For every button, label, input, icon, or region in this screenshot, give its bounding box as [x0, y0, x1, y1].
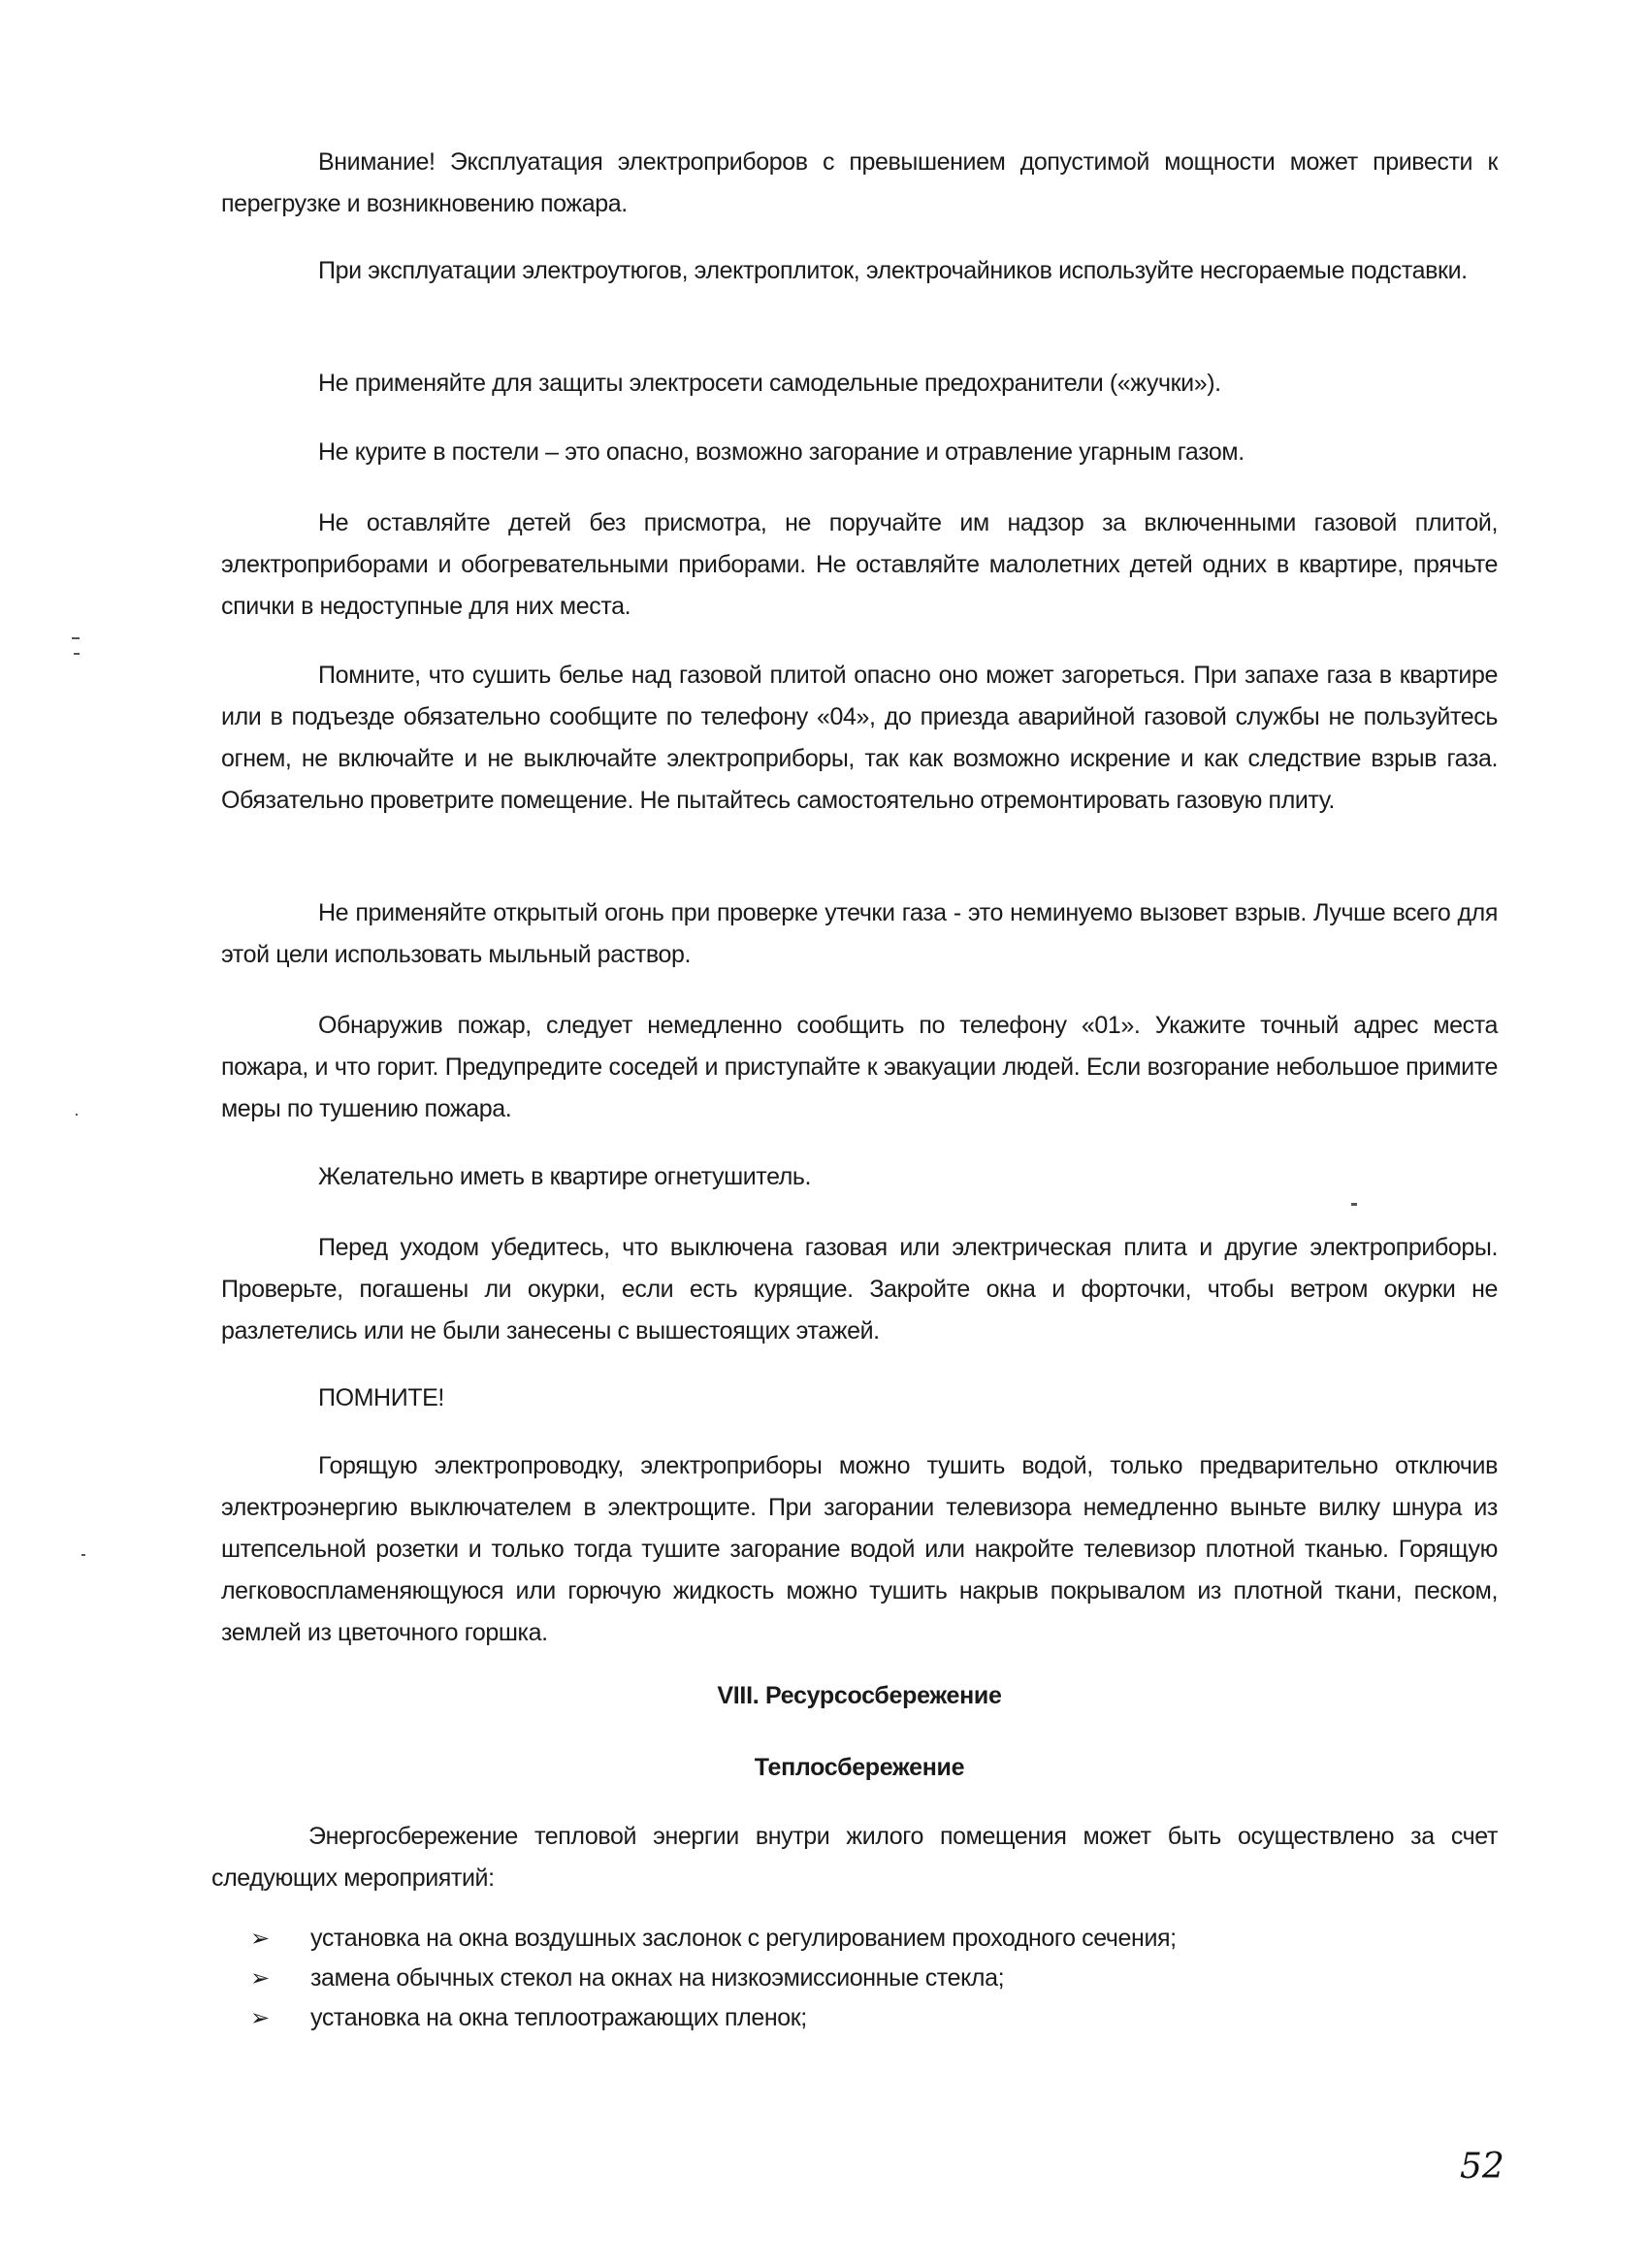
paragraph-electrical-fires: Горящую электропроводку, электроприборы можно тушить водой, только предварительно отключив электроэнергию выключателем в электрощите. При загорании телевизора немедленно выньте вилку шнура из штепсельной розетки и только тогда тушите загорание водой или накройте телевизор плотной тканью. Горящую легковоспламеняющуюся или горючую жидкость можно тушить накрыв покрывалом из плотной ткани, песком, землей из цветочного горшка.	[221, 1452, 1498, 1646]
paragraph-extinguisher: Желательно иметь в квартире огнетушитель.	[318, 1163, 812, 1190]
measures-list	[250, 1919, 1511, 2038]
section-heading: VIII. Ресурсосбережение	[717, 1682, 1002, 1709]
scan-speck	[1351, 1203, 1357, 1206]
scan-speck	[74, 653, 80, 655]
list-item	[250, 1919, 1511, 1959]
paragraph-homemade-fuses: Не применяйте для защиты электросети самодельные предохранители («жучки»).	[318, 370, 1221, 397]
list-item-text: замена обычных стекол на окнах на низкоэмиссионные стекла;	[310, 1964, 1005, 1992]
paragraph-remember: ПОМНИТЕ!	[318, 1384, 444, 1411]
paragraph-fire-discovered: Обнаружив пожар, следует немедленно сообщить по телефону «01». Укажите точный адрес места пожара, и что горит. Предупредите соседей и приступайте к эвакуации людей. Если возгорание небольшое примите меры по тушению пожара.	[221, 1012, 1498, 1122]
list-item-text: установка на окна теплоотражающих пленок;	[310, 2004, 807, 2031]
paragraph-energy-saving-intro: Энергосбережение тепловой энергии внутри жилого помещения может быть осуществлено за счет следующих мероприятий:	[211, 1823, 1498, 1892]
list-item	[250, 1998, 1511, 2038]
paragraph-before-leaving: Перед уходом убедитесь, что выключена газовая или электрическая плита и другие электроприборы. Проверьте, погашены ли окурки, если есть курящие. Закройте окна и форточки, чтобы ветром окурки не разлетелись или не были занесены с вышестоящих этажей.	[221, 1234, 1498, 1345]
subsection-heading: Теплосбережение	[754, 1754, 965, 1781]
paragraph-warning-overload: Внимание! Эксплуатация электроприборов с превышением допустимой мощности может привести к перегрузке и возникновению пожара.	[221, 148, 1498, 217]
paragraph-gas-leak-check: Не применяйте открытый огонь при проверке утечки газа - это неминуемо вызовет взрыв. Лучше всего для этой цели использовать мыльный раствор.	[221, 899, 1498, 968]
page-number: 52	[1460, 2147, 1504, 2187]
paragraph-children-supervision: Не оставляйте детей без присмотра, не поручайте им надзор за включенными газовой плитой, электроприборами и обогревательными приборами. Не оставляйте малолетних детей одних в квартире, прячьте спички в недоступные для них места.	[221, 509, 1498, 620]
paragraph-no-smoking-bed: Не курите в постели – это опасно, возможно загорание и отравление угарным газом.	[318, 438, 1245, 466]
arrowhead-bullet-icon: ➢	[250, 1926, 270, 1952]
paragraph-gas-safety: Помните, что сушить белье над газовой плитой опасно оно может загореться. При запахе газа в квартире или в подъезде обязательно сообщите по телефону «04», до приезда аварийной газовой службы не пользуйтесь огнем, не включайте и не выключайте электроприборы, так как возможно искрение и как следствие взрыв газа. Обязательно проветрите помещение. Не пытайтесь самостоятельно отремонтировать газовую плиту.	[221, 662, 1498, 814]
arrowhead-bullet-icon: ➢	[250, 2005, 270, 2031]
scan-speck	[81, 1554, 85, 1556]
scan-speck	[76, 1114, 78, 1116]
scan-speck	[72, 637, 80, 639]
arrowhead-bullet-icon: ➢	[250, 1965, 270, 1992]
list-item	[250, 1959, 1511, 1998]
paragraph-nonflammable-stands: При эксплуатации электроутюгов, электроплиток, электрочайников используйте несгораемые подставки.	[318, 257, 1468, 284]
list-item-text: установка на окна воздушных заслонок с регулированием проходного сечения;	[310, 1925, 1177, 1952]
